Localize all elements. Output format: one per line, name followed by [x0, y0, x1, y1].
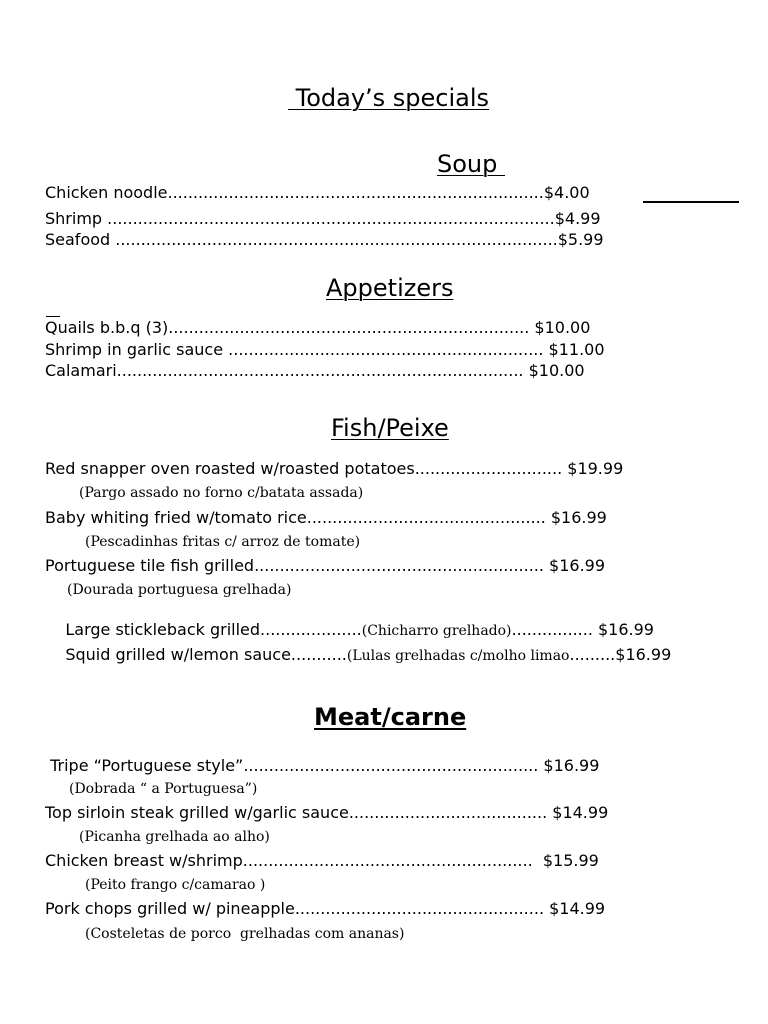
page-title: Today’s specials	[288, 84, 490, 112]
menu-item: Chicken noodle..........................................................................$4.00	[45, 183, 590, 202]
menu-item: Shrimp ........................................................................................$4.99	[45, 209, 601, 228]
menu-item-translation: (Pescadinhas fritas c/ arroz de tomate)	[85, 534, 361, 550]
menu-item: Calamari................................................................................ $10.00	[45, 361, 585, 380]
decorative-underline	[643, 201, 739, 203]
menu-item-price: ................ $16.99	[511, 620, 654, 639]
menu-item-translation: (Pargo assado no forno c/batata assada)	[79, 485, 364, 501]
menu-item-name: Squid grilled w/lemon sauce...........	[65, 645, 347, 664]
menu-item: Baby whiting fried w/tomato rice............................................... $16.99	[45, 508, 607, 527]
menu-item: Seafood .......................................................................................$5.99	[45, 230, 604, 249]
soup-heading: Soup	[437, 150, 505, 178]
menu-item-translation: (Lulas grelhadas c/molho limao	[346, 648, 570, 664]
menu-item: Pork chops grilled w/ pineapple................................................. $14.99	[45, 899, 606, 918]
meat-heading: Meat/carne	[314, 703, 467, 731]
fish-heading: Fish/Peixe	[331, 414, 449, 442]
menu-item-translation: (Chicharro grelhado)	[361, 623, 512, 639]
menu-item: Red snapper oven roasted w/roasted potatoes............................. $19.99	[45, 459, 624, 478]
menu-item-translation: (Picanha grelhada ao alho)	[79, 829, 270, 845]
menu-item: Shrimp in garlic sauce .............................................................. $11.00	[45, 340, 605, 359]
menu-item: Chicken breast w/shrimp......................................................... $15.99	[45, 851, 599, 870]
menu-item-translation: (Dourada portuguesa grelhada)	[67, 582, 292, 598]
menu-item-name: Large stickleback grilled....................	[65, 620, 362, 639]
menu-item: Tripe “Portuguese style”.......................................................... $16.99	[45, 756, 600, 775]
menu-item: Top sirloin steak grilled w/garlic sauce....................................... $14.99	[45, 803, 609, 822]
menu-item: Portuguese tile fish grilled......................................................... $16.99	[45, 556, 606, 575]
menu-item-translation: (Costeletas de porco grelhadas com ananas)	[85, 926, 405, 942]
menu-item	[45, 631, 671, 679]
decorative-dash	[46, 316, 60, 317]
menu-item: Quails b.b.q (3)....................................................................... $10.00	[45, 318, 591, 337]
appetizers-heading: Appetizers	[326, 274, 454, 302]
menu-item-price: .........$16.99	[569, 645, 672, 664]
menu-item-translation: (Dobrada “ a Portuguesa”)	[69, 781, 258, 797]
menu-item-translation: (Peito frango c/camarao )	[85, 877, 266, 893]
